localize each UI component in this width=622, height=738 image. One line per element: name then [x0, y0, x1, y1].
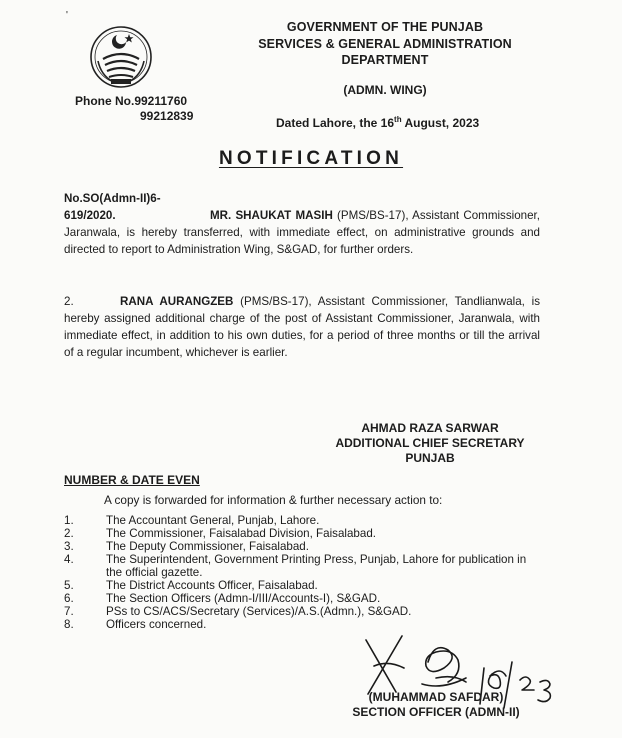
signatory-block-1: [300, 421, 560, 466]
list-item: 6. The Section Officers (Admn-I/III/Accounts-I), S&GAD.: [64, 592, 381, 605]
top-mark: ': [66, 10, 68, 21]
officer-name-1: MR. SHAUKAT MASIH: [210, 209, 333, 222]
list-item: 4. The Superintendent, Government Printing Press, Punjab, Lahore for publication in the official gazette.: [64, 553, 527, 579]
copy-list: [64, 514, 544, 631]
header-department: DEPARTMENT: [341, 53, 429, 67]
copy-intro: A copy is forwarded for information & further necessary action to:: [104, 493, 443, 507]
date-line: Dated Lahore, the 16th August, 2023: [276, 115, 480, 130]
header-wing: (ADMN. WING): [343, 83, 427, 97]
header-government: GOVERNMENT OF THE PUNJAB: [286, 20, 484, 34]
paragraph-2: 2. RANA AURANGZEB (PMS/BS-17), Assistant Commissioner, Tandlianwala, is hereby assigned additional charge of the post of Assistant Commissioner, Jaranwala, with immediate effect, in addition to his own duties, for a period of three months or till the arrival of a regular incumbent, whichever is earlier.: [64, 295, 540, 359]
signatory-1-place: PUNJAB: [405, 451, 455, 465]
list-item: 2. The Commissioner, Faisalabad Division, Faisalabad.: [64, 527, 376, 540]
phone-number-2: 99212839: [140, 109, 194, 123]
header-department-name: SERVICES & GENERAL ADMINISTRATION: [258, 37, 512, 51]
number-date-even: NUMBER & DATE EVEN: [64, 473, 200, 487]
officer-name-2: RANA AURANGZEB: [120, 295, 234, 308]
list-item: 1. The Accountant General, Punjab, Lahore.: [64, 514, 320, 527]
list-item: 7. PSs to CS/ACS/Secretary (Services)/A.S.(Admn.), S&GAD.: [64, 605, 412, 618]
signatory-1-name: AHMAD RAZA SARWAR: [361, 421, 499, 435]
document-title: NOTIFICATION: [218, 148, 404, 169]
punjab-emblem-icon: [89, 25, 153, 89]
list-item: 5. The District Accounts Officer, Faisalabad.: [64, 579, 318, 592]
signatory-block-2: [316, 690, 556, 720]
list-item: 3. The Deputy Commissioner, Faisalabad.: [64, 540, 309, 553]
signatory-2-name: (MUHAMMAD SAFDAR): [368, 690, 504, 704]
list-item: 8. Officers concerned.: [64, 618, 207, 631]
paragraph-1: No.SO(Admn-II)6-619/2020. MR. SHAUKAT MASIH (PMS/BS-17), Assistant Commissioner, Jaranwala, is hereby transferred, with immediate effect, on administrative grounds and directed to report to Administration Wing, S&GAD, for further orders.: [64, 192, 541, 256]
reference-number: No.SO(Admn-II)6-619/2020.: [64, 192, 161, 222]
signatory-2-designation: SECTION OFFICER (ADMN-II): [352, 705, 520, 719]
signatory-1-designation: ADDITIONAL CHIEF SECRETARY: [335, 436, 525, 450]
phone-number-1: Phone No.99211760: [75, 94, 188, 108]
